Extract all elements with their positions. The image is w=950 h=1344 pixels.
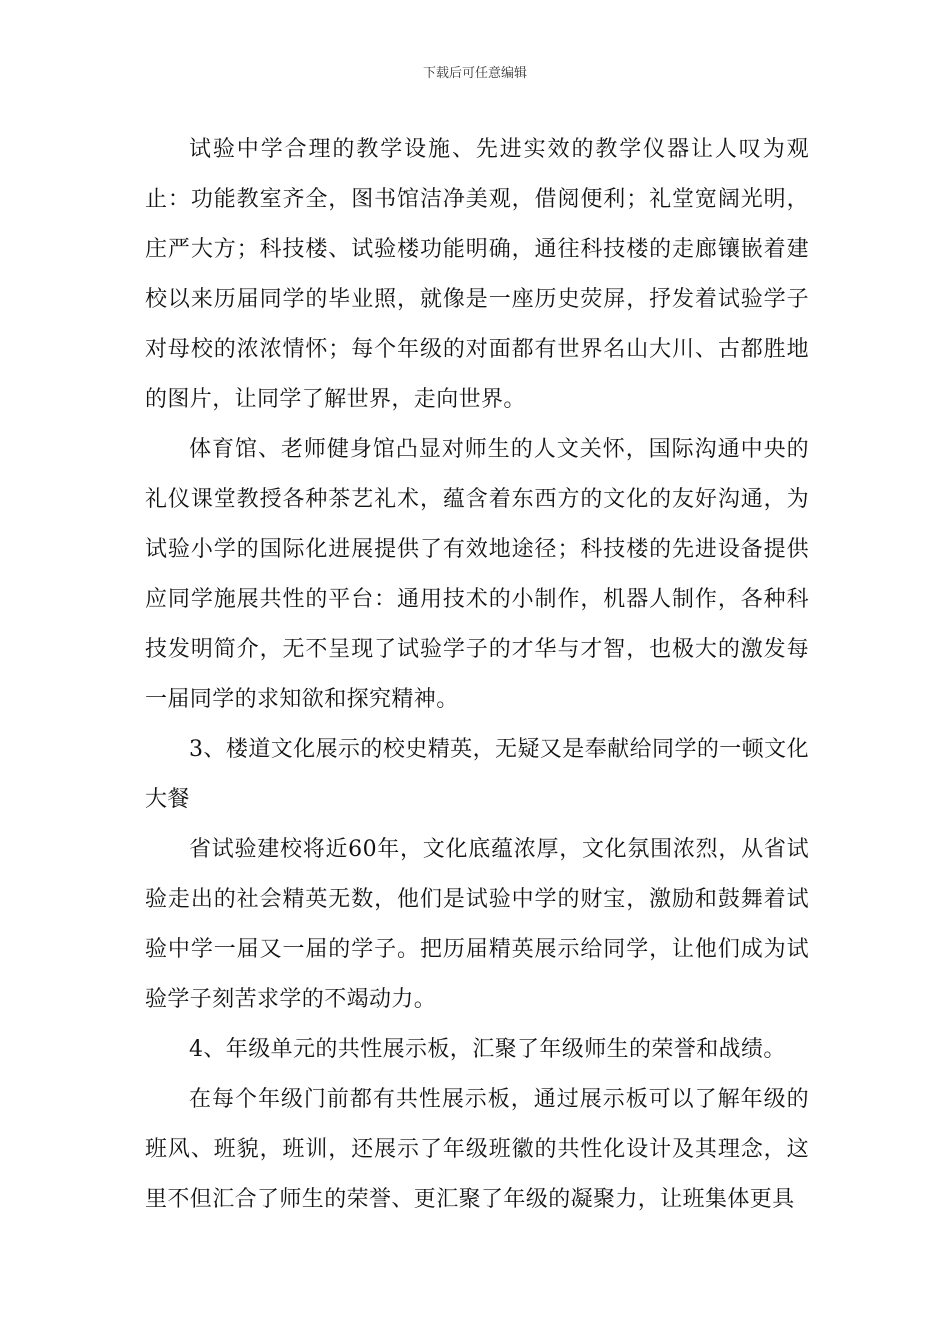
paragraph-heading-4: 4、年级单元的共性展示板，汇聚了年级师生的荣誉和战绩。	[189, 1037, 786, 1062]
paragraph-heading-3: 3、楼道文化展示的校史精英，无疑又是奉献给同学的一顿文化大餐	[145, 737, 809, 812]
page-header: 下载后可任意编辑	[422, 66, 527, 81]
document-body	[145, 125, 809, 1225]
paragraph-school-history: 省试验建校将近60年，文化底蕴浓厚，文化氛围浓烈，从省试验走出的社会精英无数，他们是试验中学的财宝，激励和鼓舞着试验中学一届又一届的学子。把历届精英展示给同学，让他们成为试验学子刻苦求学的不竭动力。	[145, 837, 809, 1012]
paragraph-display-board: 在每个年级门前都有共性展示板，通过展示板可以了解年级的班风、班貌，班训，还展示了年级班徽的共性化设计及其理念，这里不但汇合了师生的荣誉、更汇聚了年级的凝聚力，让班集体更具	[145, 1087, 809, 1212]
paragraph-facilities: 试验中学合理的教学设施、先进实效的教学仪器让人叹为观止：功能教室齐全，图书馆洁净美观，借阅便利；礼堂宽阔光明，庄严大方；科技楼、试验楼功能明确，通往科技楼的走廊镶嵌着建校以来历届同学的毕业照，就像是一座历史荧屏，抒发着试验学子对母校的浓浓情怀；每个年级的对面都有世界名山大川、古都胜地的图片，让同学了解世界，走向世界。	[145, 137, 809, 412]
paragraph-gym-and-tech: 体育馆、老师健身馆凸显对师生的人文关怀，国际沟通中央的礼仪课堂教授各种茶艺礼术，蕴含着东西方的文化的友好沟通，为试验小学的国际化进展提供了有效地途径；科技楼的先进设备提供应同学施展共性的平台：通用技术的小制作，机器人制作，各种科技发明简介，无不呈现了试验学子的才华与才智，也极大的激发每一届同学的求知欲和探究精神。	[145, 437, 809, 712]
